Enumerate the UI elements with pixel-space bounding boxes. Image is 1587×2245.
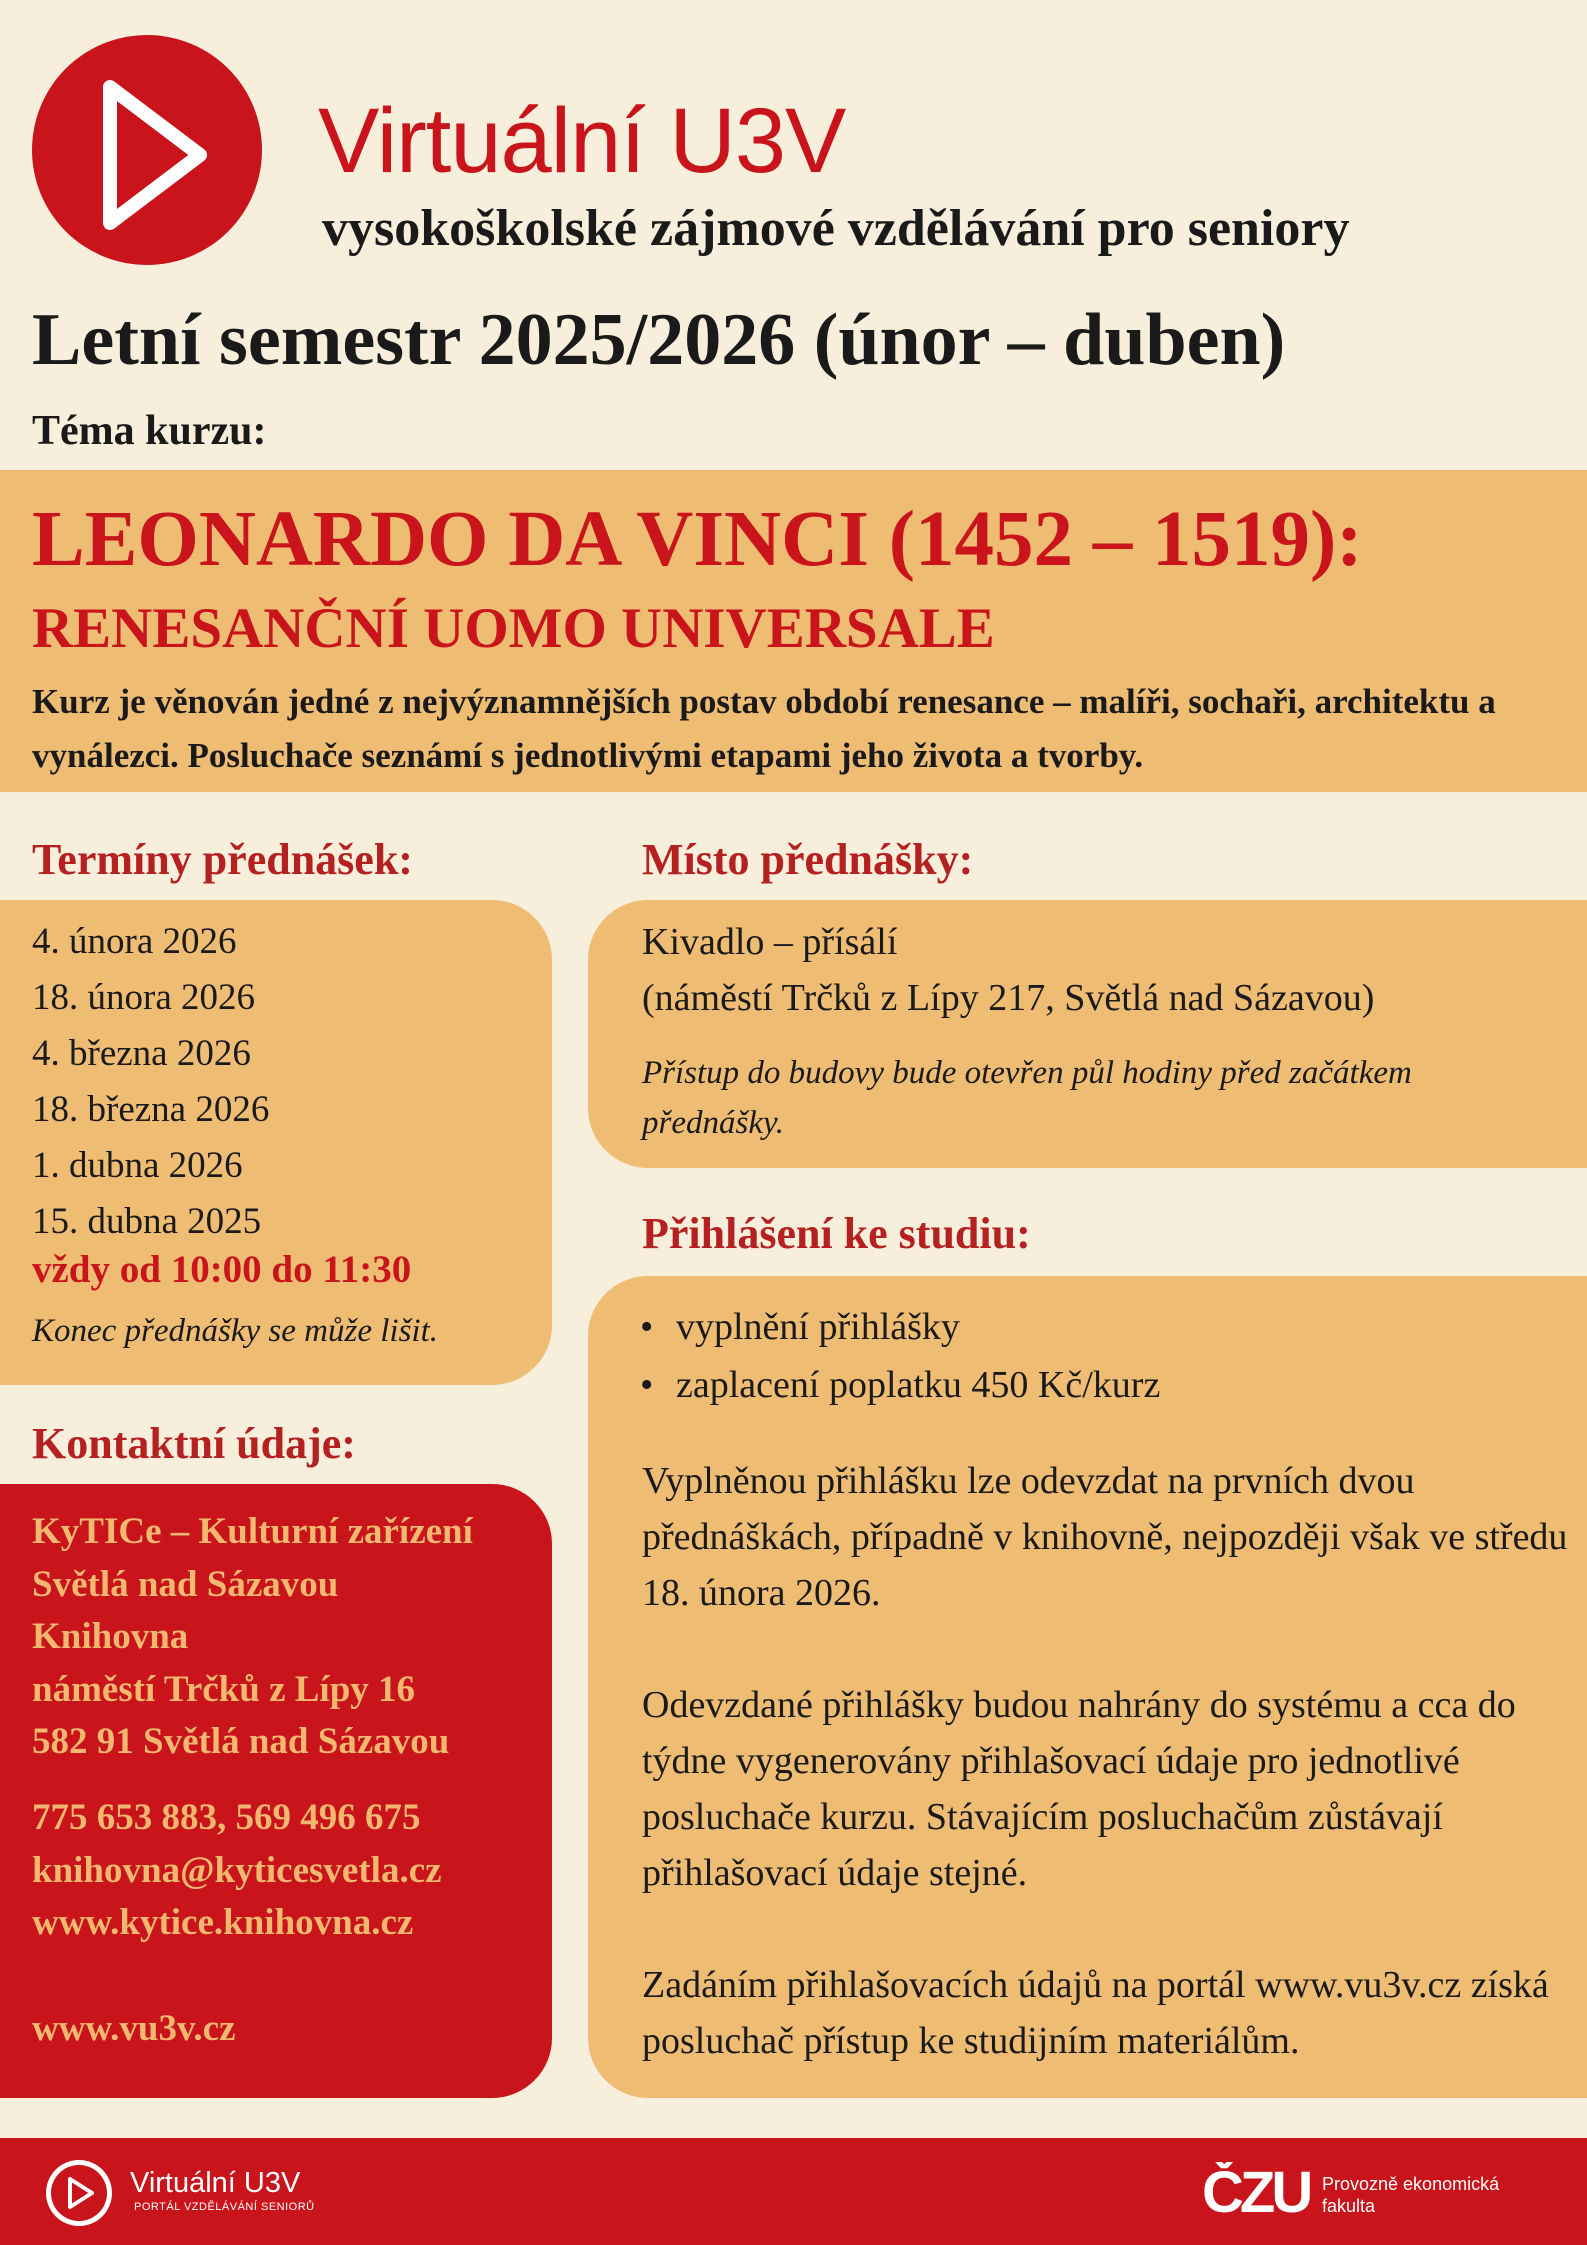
- footer-u3v-logo: [46, 2160, 112, 2226]
- contact-organization: KyTICe – Kulturní zařízení: [32, 1511, 473, 1552]
- svg-text:ČZU: ČZU: [1202, 2162, 1310, 2220]
- footer-tagline: PORTÁL VZDĚLÁVÁNÍ SENIORŮ: [134, 2201, 315, 2213]
- czu-logo: [1202, 2162, 1320, 2220]
- dates-list: [32, 914, 269, 1250]
- contact-department: Knihovna: [32, 1616, 189, 1657]
- date-item: 18. března 2026: [32, 1089, 270, 1130]
- course-subtitle: RENESANČNÍ UOMO UNIVERSALE: [32, 597, 995, 660]
- topic-label: Téma kurzu:: [32, 408, 267, 454]
- contact-email[interactable]: knihovna@kyticesvetla.cz: [32, 1850, 442, 1891]
- place-heading: Místo přednášky:: [642, 835, 974, 884]
- registration-step: • vyplnění přihlášky: [676, 1298, 1160, 1356]
- date-item: 4. března 2026: [32, 1033, 251, 1074]
- course-description: Kurz je věnován jedné z nejvýznamnějších postav období renesance – malíři, sochaři, architektu a vynálezci. Posluchače seznámí s jednotlivými etapami jeho života a tvorby.: [32, 682, 1496, 775]
- brand-subtitle: vysokoškolské zájmové vzdělávání pro seniory: [322, 200, 1350, 257]
- registration-step: • zaplacení poplatku 450 Kč/kurz: [676, 1356, 1160, 1414]
- date-item: 1. dubna 2026: [32, 1145, 243, 1186]
- date-item: 4. února 2026: [32, 921, 237, 962]
- contact-portal-link[interactable]: www.vu3v.cz: [32, 2008, 236, 2049]
- date-item: 18. února 2026: [32, 977, 255, 1018]
- registration-steps: [676, 1298, 1160, 1414]
- registration-paragraph: Vyplněnou přihlášku lze odevzdat na prvních dvou přednáškách, případně v knihovně, nejpozději však ve středu 18. února 2026.: [642, 1460, 1568, 1614]
- contact-heading: Kontaktní údaje:: [32, 1419, 356, 1468]
- contact-town: Světlá nad Sázavou: [32, 1564, 339, 1605]
- dates-note: Konec přednášky se může lišit.: [32, 1313, 439, 1349]
- registration-paragraph: Odevzdané přihlášky budou nahrány do systému a cca do týdne vygenerovány přihlašovací údaje pro jednotlivé posluchače kurzu. Stávajícím posluchačům zůstávají přihlašovací údaje stejné.: [642, 1684, 1516, 1894]
- dates-heading: Termíny přednášek:: [32, 835, 413, 884]
- brand-title: Virtuální U3V: [318, 90, 846, 192]
- lecture-time: vždy od 10:00 do 11:30: [32, 1248, 412, 1291]
- contact-street: náměstí Trčků z Lípy 16: [32, 1669, 416, 1710]
- course-title: LEONARDO DA VINCI (1452 – 1519):: [32, 496, 1363, 583]
- play-logo-icon: [32, 35, 262, 265]
- faculty-name: Provozně ekonomická fakulta: [1322, 2174, 1500, 2216]
- contact-website[interactable]: www.kytice.knihovna.cz: [32, 1902, 414, 1943]
- registration-paragraph: Zadáním přihlašovacích údajů na portál www.vu3v.cz získá posluchač přístup ke studijním materiálům.: [642, 1964, 1549, 2062]
- date-item: 15. dubna 2025: [32, 1201, 262, 1242]
- footer-brand: Virtuální U3V: [130, 2167, 301, 2199]
- czu-logo-icon: [1202, 2162, 1320, 2220]
- play-logo-icon: [46, 2160, 112, 2226]
- place-address: (náměstí Trčků z Lípy 217, Světlá nad Sázavou): [642, 977, 1375, 1019]
- registration-heading: Přihlášení ke studiu:: [642, 1209, 1031, 1258]
- contact-phones: 775 653 883, 569 496 675: [32, 1797, 421, 1838]
- contact-postal: 582 91 Světlá nad Sázavou: [32, 1721, 450, 1762]
- semester-heading: Letní semestr 2025/2026 (únor – duben): [32, 299, 1286, 381]
- place-note: Přístup do budovy bude otevřen půl hodiny před začátkem přednášky.: [642, 1055, 1412, 1141]
- place-name: Kivadlo – přísálí: [642, 921, 898, 963]
- u3v-logo: [32, 35, 262, 265]
